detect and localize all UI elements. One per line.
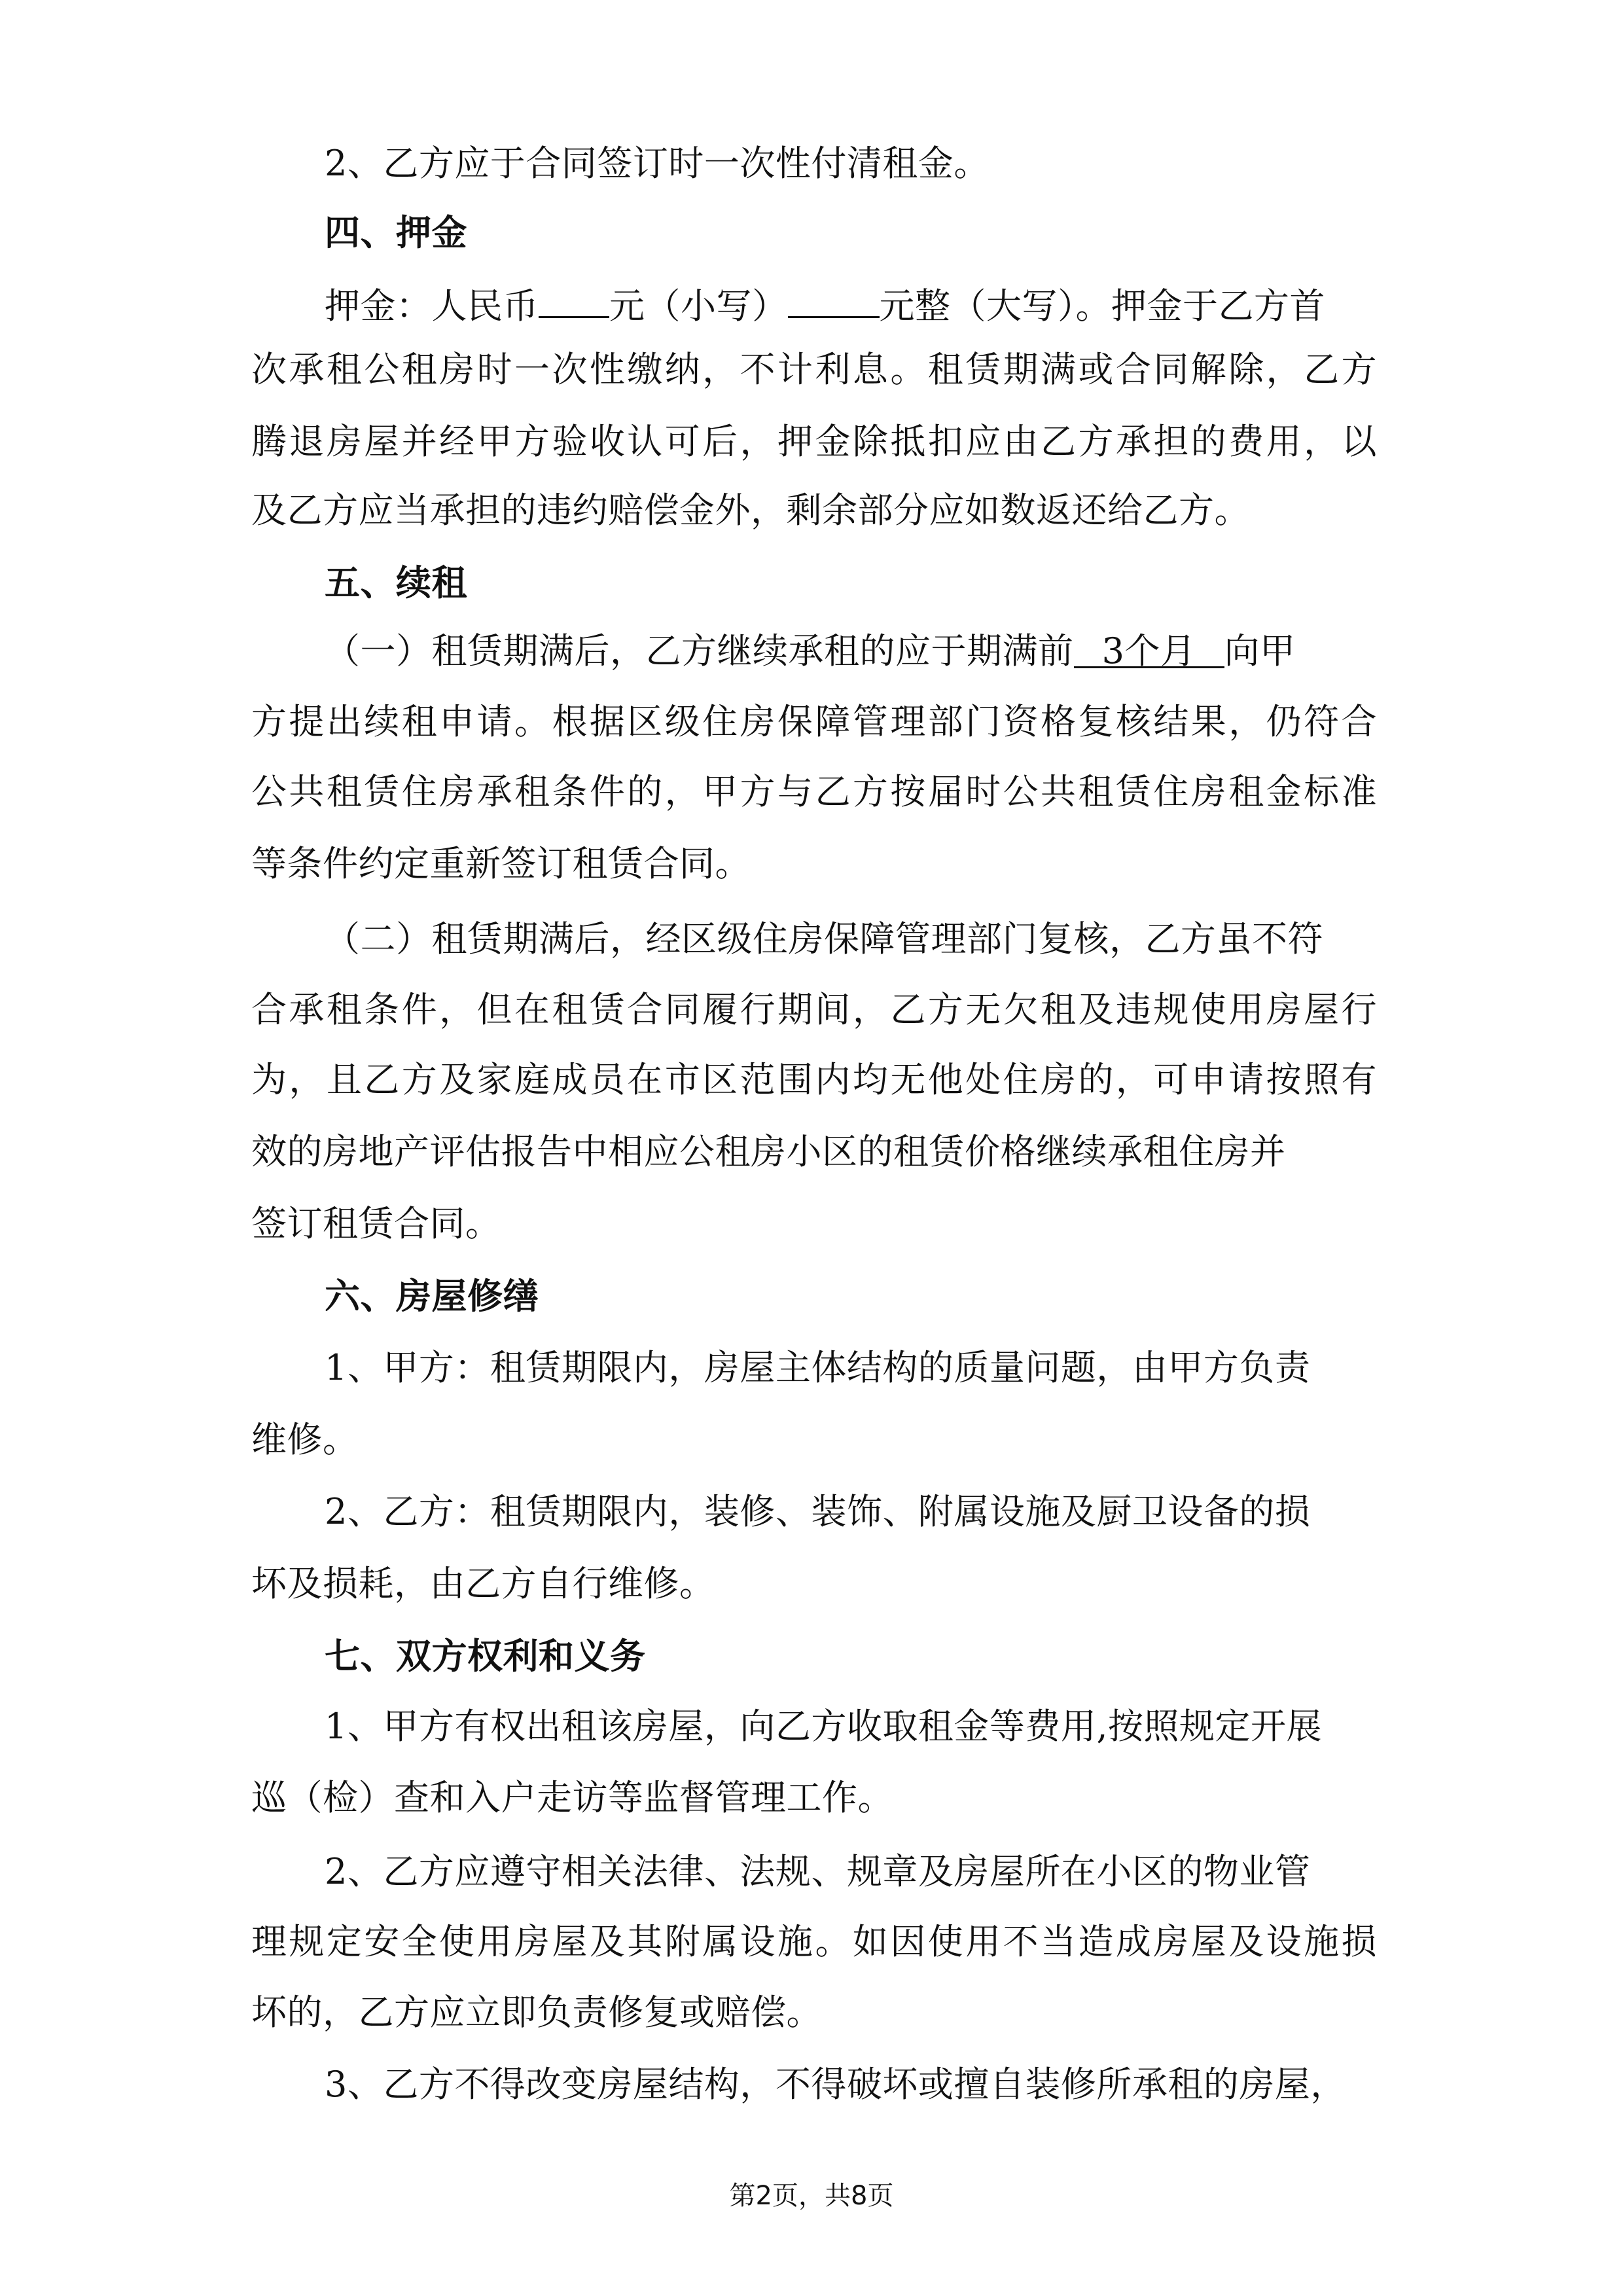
heading-text: 六、房屋修缮 <box>325 1275 539 1317</box>
text-line: 坏及损耗，由乙方自行维修。 <box>251 1563 715 1604</box>
renewal-period-value: 3个月 <box>1101 630 1196 672</box>
heading-text: 五、续租 <box>325 562 467 603</box>
paragraph-rights-2-line1 <box>325 1849 1377 1895</box>
heading-text: 七、双方权利和义务 <box>325 1635 646 1677</box>
paragraph-repairs-1-line2 <box>251 1417 1377 1463</box>
section-heading-deposit <box>325 209 1377 255</box>
text-line: 3、乙方不得改变房屋结构，不得破坏或擅自装修所承租的房屋， <box>325 2064 1346 2105</box>
paragraph-rights-2-line3 <box>251 1990 1377 2036</box>
text-line: 合承租条件，但在租赁合同履行期间，乙方无欠租及违规使用房屋行 <box>251 989 1377 1030</box>
text-line: （二）租赁期满后，经区级住房保障管理部门复核，乙方虽不符 <box>325 918 1323 960</box>
paragraph-rights-2-line2 <box>251 1919 1377 1965</box>
text-line: 2、乙方应于合同签订时一次性付清租金。 <box>325 143 990 184</box>
paragraph-renewal-2-line1 <box>325 916 1377 962</box>
paragraph-renewal-1-line2 <box>251 699 1377 745</box>
blank-renewal-period <box>1074 628 1224 672</box>
text-line: 及乙方应当承担的违约赔偿金外，剩余部分应如数返还给乙方。 <box>251 490 1250 531</box>
paragraph-renewal-1-line4 <box>251 841 1377 887</box>
text-line: 等条件约定重新签订租赁合同。 <box>251 843 751 884</box>
text-line: 效的房地产评估报告中相应公租房小区的租赁价格继续承租住房并 <box>251 1131 1286 1172</box>
paragraph-deposit-line2 <box>251 347 1377 393</box>
paragraph-deposit-line1 <box>325 278 1377 327</box>
blank-amount-lower <box>539 278 609 318</box>
paragraph-rights-3-line1 <box>325 2062 1377 2108</box>
text-line: 2、乙方应遵守相关法律、法规、规章及房屋所在小区的物业管 <box>325 1851 1311 1892</box>
heading-text: 四、押金 <box>325 211 467 253</box>
paragraph-renewal-2-line3 <box>251 1057 1377 1103</box>
paragraph-rights-1-line1 <box>325 1704 1377 1749</box>
text-line: 2、乙方：租赁期限内，装修、装饰、附属设施及厨卫设备的损 <box>325 1491 1311 1532</box>
paragraph-rent-payment <box>325 141 1377 187</box>
text-line: 维修。 <box>251 1419 359 1460</box>
blank-amount-upper <box>788 278 880 318</box>
text-segment: （一）租赁期满后，乙方继续承租的应于期满前 <box>325 630 1074 672</box>
text-line: 巡（检）查和入户走访等监督管理工作。 <box>251 1777 893 1818</box>
text-line: 理规定安全使用房屋及其附属设施。如因使用不当造成房屋及设施损 <box>251 1921 1377 1962</box>
paragraph-deposit-line4 <box>251 488 1377 533</box>
paragraph-repairs-1-line1 <box>325 1345 1377 1391</box>
section-heading-renewal <box>325 560 1377 605</box>
paragraph-repairs-2-line2 <box>251 1561 1377 1607</box>
paragraph-renewal-1-line3 <box>251 769 1377 815</box>
text-segment: 元整（大写）。押金于乙方首 <box>879 285 1325 327</box>
text-segment: 押金：人民币 <box>325 285 539 327</box>
paragraph-repairs-2-line1 <box>325 1489 1377 1535</box>
paragraph-renewal-2-line5 <box>251 1201 1377 1247</box>
text-line: 腾退房屋并经甲方验收认可后，押金除抵扣应由乙方承担的费用，以 <box>251 421 1377 462</box>
text-segment: 向甲 <box>1224 630 1296 672</box>
section-heading-repairs <box>325 1273 1377 1319</box>
paragraph-rights-1-line2 <box>251 1775 1377 1821</box>
text-line: 1、甲方有权出租该房屋，向乙方收取租金等费用,按照规定开展 <box>325 1706 1323 1747</box>
page-number: 第2页，共8页 <box>729 2181 894 2211</box>
text-line: 签订租赁合同。 <box>251 1203 501 1244</box>
text-line: 次承租公租房时一次性缴纳，不计利息。租赁期满或合同解除，乙方 <box>251 349 1377 390</box>
text-line: 为，且乙方及家庭成员在市区范围内均无他处住房的，可申请按照有 <box>251 1059 1377 1100</box>
text-line: 坏的，乙方应立即负责修复或赔偿。 <box>251 1992 822 2033</box>
text-line: 方提出续租申请。根据区级住房保障管理部门资格复核结果，仍符合 <box>251 701 1377 742</box>
section-heading-rights-obligations <box>325 1633 1377 1679</box>
paragraph-renewal-2-line2 <box>251 987 1377 1033</box>
paragraph-deposit-line3 <box>251 419 1377 465</box>
text-line: 1、甲方：租赁期限内，房屋主体结构的质量问题，由甲方负责 <box>325 1347 1311 1388</box>
paragraph-renewal-2-line4 <box>251 1129 1377 1175</box>
page-footer <box>0 2179 1623 2212</box>
paragraph-renewal-1-line1 <box>325 628 1377 674</box>
text-segment: 元（小写） <box>609 285 788 327</box>
text-line: 公共租赁住房承租条件的，甲方与乙方按届时公共租赁住房租金标准 <box>251 771 1377 812</box>
